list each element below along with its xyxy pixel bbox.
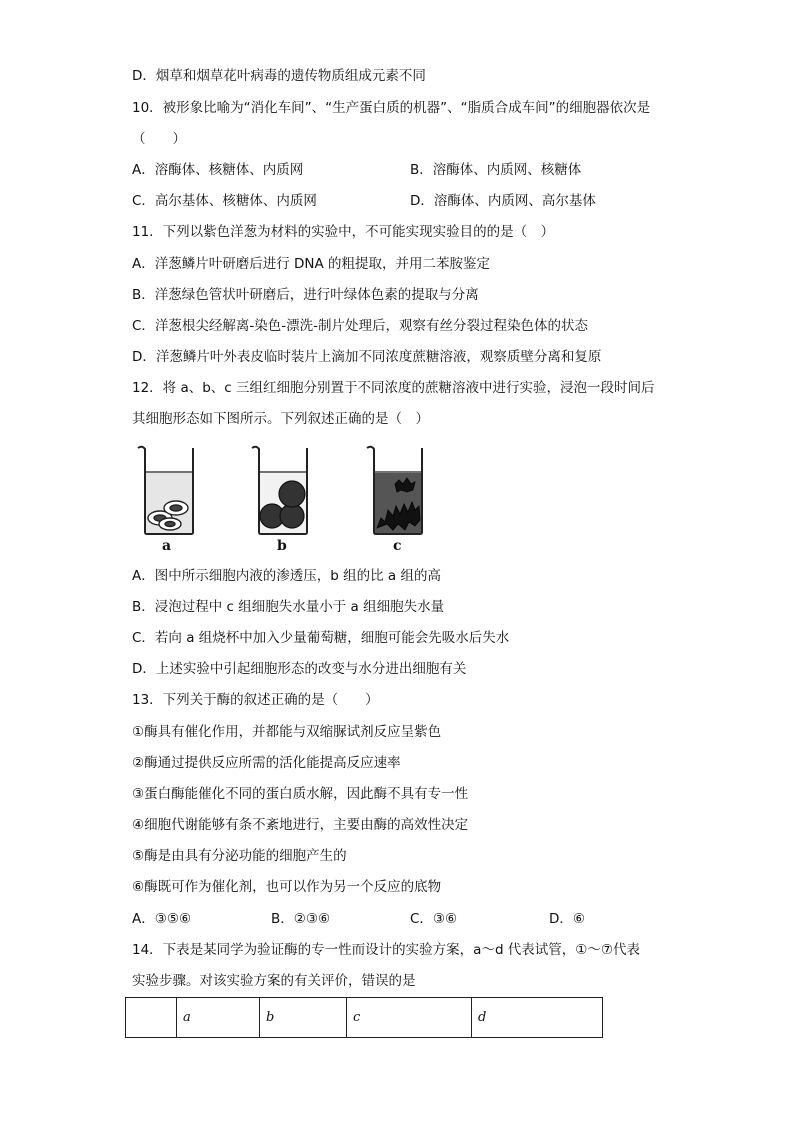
beaker-c-figure — [365, 444, 429, 536]
table-header-b: b — [260, 998, 347, 1038]
table-header-d: d — [472, 998, 603, 1038]
table-header-corner — [126, 998, 177, 1038]
table-header-c: c — [347, 998, 472, 1038]
beaker-b-label: b — [277, 538, 287, 554]
q10-option-a: A．溶酶体、核糖体、内质网 — [132, 162, 304, 178]
q12-stem-line1: 12．将 a、b、c 三组红细胞分别置于不同浓度的蔗糖溶液中进行实验，浸泡一段时间后 — [132, 380, 655, 396]
table-header-a: a — [177, 998, 260, 1038]
q13-item-3: ③蛋白酶能催化不同的蛋白质水解，因此酶不具有专一性 — [132, 786, 469, 802]
beaker-c-label: c — [393, 538, 402, 554]
q13-option-d: D．⑥ — [549, 911, 585, 927]
q13-option-b: B．②③⑥ — [271, 911, 331, 927]
q10-stem-line1: 10．被形象比喻为“消化车间”、“生产蛋白质的机器”、“脂质合成车间”的细胞器依次是 — [132, 100, 651, 116]
q11-option-d: D．洋葱鳞片叶外表皮临时装片上滴加不同浓度蔗糖溶液，观察质壁分离和复原 — [132, 349, 602, 365]
beaker-a-label: a — [162, 538, 172, 554]
q13-item-1: ①酶具有催化作用，并都能与双缩脲试剂反应呈紫色 — [132, 724, 442, 740]
q13-item-5: ⑤酶是由具有分泌功能的细胞产生的 — [132, 848, 347, 864]
q10-option-d: D．溶酶体、内质网、高尔基体 — [410, 193, 596, 209]
q12-option-b: B．浸泡过程中 c 组细胞失水量小于 a 组细胞失水量 — [132, 599, 445, 615]
experiment-table — [125, 997, 603, 1038]
q13-item-4: ④细胞代谢能够有条不紊地进行，主要由酶的高效性决定 — [132, 817, 469, 833]
q10-option-c: C．高尔基体、核糖体、内质网 — [132, 193, 317, 209]
q12-stem-line2: 其细胞形态如下图所示。下列叙述正确的是（ ） — [132, 411, 429, 427]
q13-item-6: ⑥酶既可作为催化剂，也可以作为另一个反应的底物 — [132, 879, 442, 895]
q11-option-b: B．洋葱绿色管状叶研磨后，进行叶绿体色素的提取与分离 — [132, 287, 479, 303]
q10-option-b: B．溶酶体、内质网、核糖体 — [410, 162, 582, 178]
q13-stem: 13．下列关于酶的叙述正确的是（ ） — [132, 692, 379, 708]
beaker-b-figure — [250, 444, 314, 536]
table-row — [126, 998, 603, 1038]
q14-stem-line2: 实验步骤。对该实验方案的有关评价，错误的是 — [132, 973, 416, 989]
q12-option-d: D．上述实验中引起细胞形态的改变与水分进出细胞有关 — [132, 661, 467, 677]
q11-stem: 11．下列以紫色洋葱为材料的实验中，不可能实现实验目的的是（ ） — [132, 224, 555, 240]
q12-option-a: A．图中所示细胞内液的渗透压，b 组的比 a 组的高 — [132, 568, 441, 584]
q13-option-c: C．③⑥ — [410, 911, 458, 927]
q12-option-c: C．若向 a 组烧杯中加入少量葡萄糖，细胞可能会先吸水后失水 — [132, 630, 510, 646]
q9-option-d: D．烟草和烟草花叶病毒的遗传物质组成元素不同 — [132, 68, 426, 84]
q11-option-c: C．洋葱根尖经解离-染色-漂洗-制片处理后，观察有丝分裂过程染色体的状态 — [132, 318, 589, 334]
beaker-a-figure — [136, 444, 200, 536]
q13-option-a: A．③⑤⑥ — [132, 911, 192, 927]
q11-option-a: A．洋葱鳞片叶研磨后进行 DNA 的粗提取，并用二苯胺鉴定 — [132, 256, 491, 272]
q10-stem-line2: （ ） — [132, 131, 186, 147]
q14-stem-line1: 14．下表是某同学为验证酶的专一性而设计的实验方案，a～d 代表试管，①～⑦代表 — [132, 942, 641, 958]
q13-item-2: ②酶通过提供反应所需的活化能提高反应速率 — [132, 755, 401, 771]
